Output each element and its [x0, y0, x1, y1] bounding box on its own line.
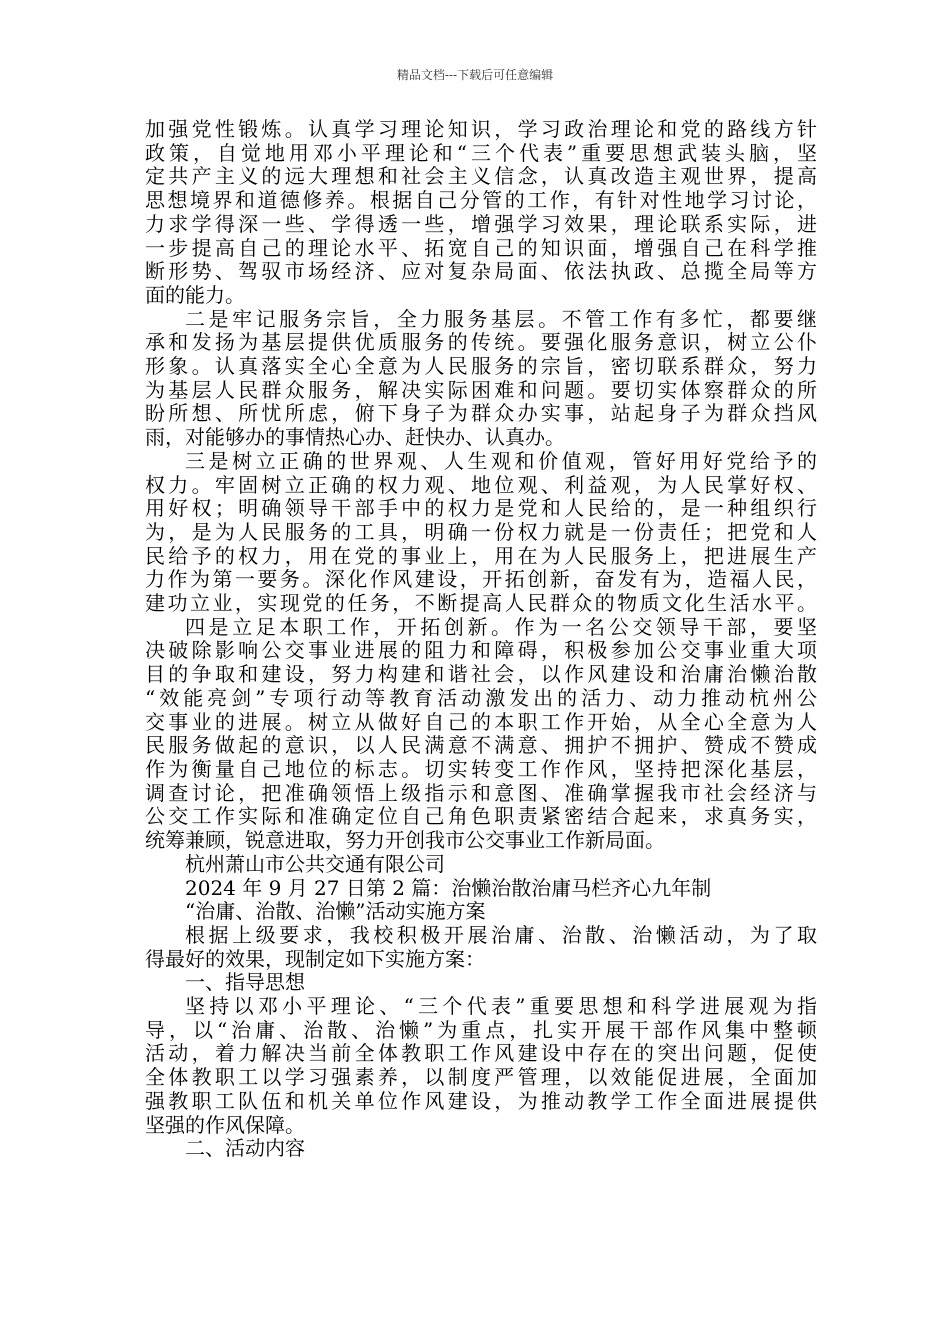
text-line: 力作为第一要务。深化作风建设，开拓创新，奋发有为，造福人民， — [145, 567, 817, 592]
text-line: 调查讨论，把准确领悟上级指示和意图、准确掌握我市社会经济与 — [145, 780, 817, 805]
section-heading: 一、指导思想 — [185, 970, 305, 995]
text-line: 公交工作实际和准确定位自己角色职责紧密结合起来，求真务实， — [145, 804, 817, 829]
text-line: 断形势、驾驭市场经济、应对复杂局面、依法执政、总揽全局等方 — [145, 259, 817, 284]
text-line: 思想境界和道德修养。根据自己分管的工作，有针对性地学习讨论， — [145, 188, 817, 213]
text-line: 政策，自觉地用邓小平理论和“三个代表”重要思想武装头脑，坚 — [145, 140, 817, 165]
text-line: 目的争取和建设，努力构建和谐社会，以作风建设和治庸治懒治散 — [145, 662, 817, 687]
text-line: 为，是为人民服务的工具，明确一份权力就是一份责任；把党和人 — [145, 519, 817, 544]
text-line: 根据上级要求，我校积极开展治庸、治散、治懒活动，为了取 — [185, 922, 817, 947]
text-line: 一步提高自己的理论水平、拓宽自己的知识面，增强自己在科学推 — [145, 235, 817, 260]
text-line: 建功立业，实现党的任务，不断提高人民群众的物质文化生活水平。 — [145, 591, 817, 616]
text-line: 加强党性锻炼。认真学习理论知识，学习政治理论和党的路线方针 — [145, 117, 817, 141]
text-line: 导，以“治庸、治散、治懒”为重点，扎实开展干部作风集中整顿 — [145, 1017, 817, 1042]
text-line: 三是树立正确的世界观、人生观和价值观，管好用好党给予的 — [185, 448, 817, 473]
page-header: 精品文档---下载后可任意编辑 — [396, 68, 554, 82]
text-line: 形象。认真落实全心全意为人民服务的宗旨，密切联系群众，努力 — [145, 354, 817, 379]
text-line: 作为衡量自己地位的标志。切实转变工作作风，坚持把深化基层， — [145, 756, 817, 781]
text-line: “效能亮剑”专项行动等教育活动激发出的活力、动力推动杭州公 — [145, 685, 817, 710]
company-name: 杭州萧山市公共交通有限公司 — [185, 851, 445, 876]
text-line: 得最好的效果，现制定如下实施方案： — [145, 946, 485, 971]
text-line: 强教职工队伍和机关单位作风建设，为推动教学工作全面进展提供 — [145, 1088, 817, 1113]
text-line: 四是立足本职工作，开拓创新。作为一名公交领导干部，要坚 — [185, 614, 817, 639]
text-line: 承和发扬为基层提供优质服务的传统。要强化服务意识，树立公仆 — [145, 330, 817, 355]
text-line: 交事业的进展。树立从做好自己的本职工作开始，从全心全意为人 — [145, 709, 817, 734]
text-line: 民服务做起的意识，以人民满意不满意、拥护不拥护、赞成不赞成 — [145, 733, 817, 758]
text-line: 决破除影响公交事业进展的阻力和障碍，积极参加公交事业重大项 — [145, 638, 817, 663]
text-line: 雨，对能够办的事情热心办、赶快办、认真办。 — [145, 425, 565, 450]
text-line: 坚强的作风保障。 — [145, 1112, 305, 1137]
text-line: 用好权；明确领导干部手中的权力是党和人民给的，是一种组织行 — [145, 496, 817, 521]
text-line: 全体教职工以学习强素养，以制度严管理，以效能促进展，全面加 — [145, 1065, 817, 1090]
text-line: 盼所想、所忧所虑，俯下身子为群众办实事，站起身子为群众挡风 — [145, 401, 817, 426]
text-line: 权力。牢固树立正确的权力观、地位观、利益观，为人民掌好权、 — [145, 472, 817, 497]
text-line: 定共产主义的远大理想和社会主义信念，认真改造主观世界，提高 — [145, 164, 817, 189]
text-line: 面的能力。 — [145, 282, 245, 307]
text-line: 坚持以邓小平理论、“三个代表”重要思想和科学进展观为指 — [185, 994, 817, 1019]
date-line: 2024 年 9 月 27 日第 2 篇：治懒治散治庸马栏齐心九年制 — [185, 875, 712, 900]
plan-title: “治庸、治散、治懒”活动实施方案 — [185, 899, 486, 924]
text-line: 统筹兼顾，锐意进取，努力开创我市公交事业工作新局面。 — [145, 828, 665, 853]
section-heading: 二、活动内容 — [185, 1136, 305, 1161]
document-body — [145, 118, 817, 1161]
text-line: 活动，着力解决当前全体教职工作风建设中存在的突出问题，促使 — [145, 1041, 817, 1066]
text-line: 民给予的权力，用在党的事业上，用在为人民服务上，把进展生产 — [145, 543, 817, 568]
text-line: 为基层人民群众服务，解决实际困难和问题。要切实体察群众的所 — [145, 377, 817, 402]
text-line: 力求学得深一些、学得透一些，增强学习效果，理论联系实际，进 — [145, 211, 817, 236]
text-line: 二是牢记服务宗旨，全力服务基层。不管工作有多忙，都要继 — [185, 306, 817, 331]
